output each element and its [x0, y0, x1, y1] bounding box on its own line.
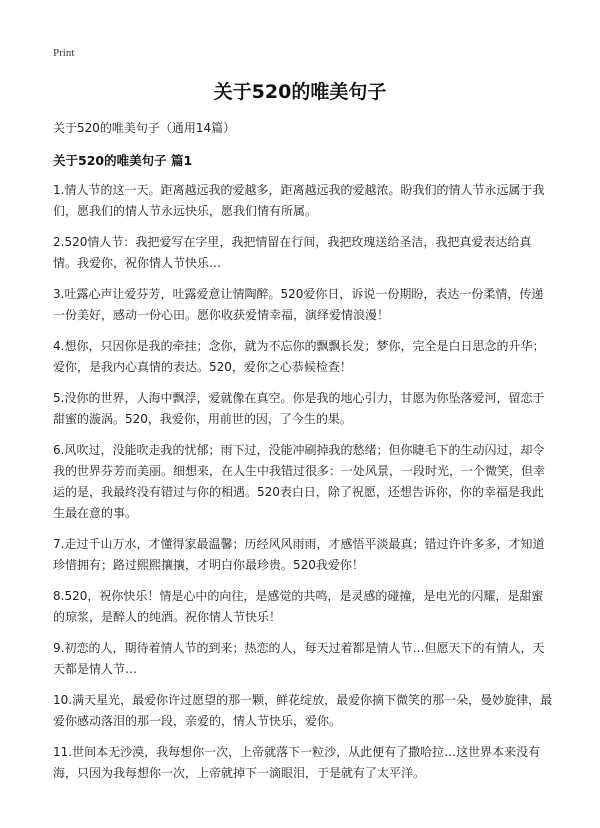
- paragraph-11: 11.世间本无沙漠，我每想你一次，上帝就落下一粒沙，从此便有了撒哈拉…这世界本来没有海，只因为我每想你一次，上帝就掉下一滴眼泪，于是就有了太平洋。: [53, 745, 541, 780]
- print-link[interactable]: Print: [53, 47, 75, 59]
- subtitle: 关于520的唯美句子（通用14篇）: [53, 121, 236, 135]
- paragraph-1: 1.情人节的这一天。距离越远我的爱越多，距离越远我的爱越浓。盼我们的情人节永远属于我们，愿我们的情人节永远快乐，愿我们情有所属。: [53, 183, 545, 218]
- page-title: 关于520的唯美句子: [213, 81, 387, 103]
- paragraph-2: 2.520情人节：我把爱写在字里，我把情留在行间，我把玫瑰送给圣洁，我把真爱表达给真情。我爱你，祝你情人节快乐…: [53, 235, 532, 270]
- article-body: [53, 180, 553, 794]
- paragraph-7: 7.走过千山万水，才懂得家最温馨；历经风风雨雨，才感悟平淡最真；错过许许多多，才知道珍惜拥有；路过熙熙攘攘，才明白你最珍贵。520我爱你！: [53, 537, 545, 572]
- paragraph-9: 9.初恋的人，期待着情人节的到来；热恋的人，每天过着都是情人节…但愿天下的有情人，天天都是情人节…: [53, 641, 545, 676]
- paragraph-5: 5.没你的世界，人海中飘浮，爱就像在真空。你是我的地心引力，甘愿为你坠落爱河，留恋于甜蜜的漩涡。520，我爱你，用前世的因，了今生的果。: [53, 391, 545, 426]
- paragraph-3: 3.吐露心声让爱芬芳，吐露爱意让情陶醉。520爱你日，诉说一份期盼，表达一份柔情，传递一份美好，感动一份心田。愿你收获爱情幸福，演绎爱情浪漫！: [53, 287, 544, 322]
- paragraph-4: 4.想你，只因你是我的牵挂；念你，就为不忘你的飘飘长发；梦你，完全是白日思念的升华；爱你，是我内心真情的表达。520，爱你之心恭候检查！: [53, 339, 545, 374]
- section-heading: 关于520的唯美句子 篇1: [53, 153, 193, 168]
- paragraph-10: 10.满天星光，最爱你许过愿望的那一颗，鲜花绽放，最爱你摘下微笑的那一朵，曼妙旋律，最爱你感动落泪的那一段，亲爱的，情人节快乐，爱你。: [53, 693, 553, 728]
- paragraph-6: 6.风吹过，没能吹走我的忧郁；雨下过，没能冲刷掉我的愁绪；但你睫毛下的生动闪过，却令我的世界芬芳而美丽。细想来，在人生中我错过很多：一处风景，一段时光，一个微笑，但幸运的是，我最终没有错过与你的相遇。520表白日，除了祝愿，还想告诉你，你的幸福是我此生最在意的事。: [53, 443, 546, 520]
- paragraph-8: 8.520，祝你快乐！情是心中的向往，是感觉的共鸣，是灵感的碰撞，是电光的闪耀，是甜蜜的琼浆，是醉人的纯酒。祝你情人节快乐！: [53, 589, 544, 624]
